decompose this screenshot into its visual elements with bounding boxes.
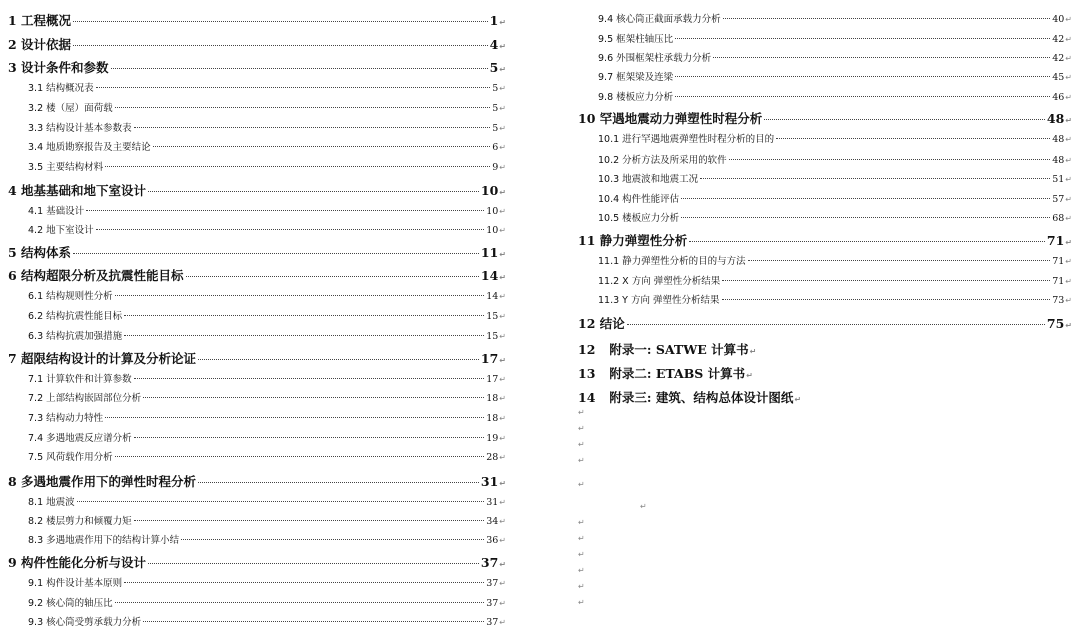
paragraph-mark: ↵: [499, 579, 506, 588]
paragraph-mark: ↵: [499, 332, 506, 341]
toc-leader-dots: [723, 18, 1051, 19]
toc-page-number: 31: [486, 497, 499, 508]
paragraph-mark: ↵: [640, 502, 647, 511]
toc-leader-dots: [713, 57, 1050, 58]
toc-page-number: 34: [486, 516, 499, 527]
paragraph-mark: ↵: [499, 517, 506, 526]
toc-page-number: 71: [1052, 276, 1065, 287]
paragraph-mark: ↵: [499, 188, 506, 197]
toc-section-entry[interactable]: [578, 31, 1072, 45]
toc-leader-dots: [627, 324, 1045, 325]
paragraph-mark: ↵: [499, 104, 506, 113]
toc-leader-dots: [675, 96, 1050, 97]
toc-page-number: 10: [480, 183, 499, 198]
toc-leader-dots: [675, 76, 1050, 77]
paragraph-mark: ↵: [1065, 54, 1072, 63]
paragraph-mark: ↵: [499, 375, 506, 384]
toc-entry-title: 9 构件性能化分析与设计: [8, 555, 147, 570]
paragraph-mark: ↵: [499, 207, 506, 216]
toc-entry-title: 9.1 构件设计基本原则: [28, 578, 123, 589]
toc-page-number: 17: [486, 374, 499, 385]
toc-page-number: 71: [1046, 233, 1065, 248]
toc-leader-dots: [134, 378, 485, 379]
toc-section-entry[interactable]: [8, 532, 506, 546]
toc-chapter-entry[interactable]: [8, 58, 506, 76]
toc-leader-dots: [153, 146, 491, 147]
toc-page-number: 15: [486, 311, 499, 322]
paragraph-mark: ↵: [578, 424, 585, 433]
toc-leader-dots: [73, 21, 488, 22]
toc-page-number: 5: [492, 103, 499, 114]
appendix-number: 13: [578, 366, 596, 381]
toc-page-number: 18: [486, 393, 499, 404]
paragraph-mark: ↵: [499, 536, 506, 545]
toc-leader-dots: [186, 276, 479, 277]
toc-entry-title: 8.1 地震波: [28, 497, 75, 508]
toc-entry-title: 4.1 基础设计: [28, 206, 85, 217]
paragraph-mark: ↵: [794, 395, 802, 404]
toc-section-entry[interactable]: [578, 50, 1072, 64]
toc-section-entry[interactable]: [8, 80, 506, 94]
toc-section-entry[interactable]: [8, 430, 506, 444]
toc-chapter-entry[interactable]: [8, 243, 506, 261]
toc-page-number: 45: [1052, 72, 1065, 83]
toc-leader-dots: [181, 539, 484, 540]
appendix-title: 附录三: 建筑、结构总体设计图纸: [609, 390, 794, 405]
toc-leader-dots: [77, 501, 485, 502]
toc-entry-title: 7.3 结构动力特性: [28, 413, 104, 424]
toc-entry-title: 7.1 计算软件和计算参数: [28, 374, 132, 385]
toc-section-entry[interactable]: [8, 203, 506, 217]
toc-leader-dots: [115, 107, 491, 108]
toc-page-number: 37: [480, 555, 499, 570]
paragraph-mark: ↵: [578, 408, 585, 417]
paragraph-mark: ↵: [1065, 257, 1072, 266]
toc-section-entry[interactable]: [8, 288, 506, 302]
paragraph-mark: ↵: [1065, 195, 1072, 204]
paragraph-mark: ↵: [499, 143, 506, 152]
toc-leader-dots: [776, 138, 1050, 139]
paragraph-mark: ↵: [578, 550, 585, 559]
appendix-entry[interactable]: [578, 388, 801, 406]
toc-page-number: 75: [1046, 316, 1065, 331]
appendix-number: 14: [578, 390, 596, 405]
toc-page-number: 28: [486, 452, 499, 463]
toc-entry-title: 8.3 多遇地震作用下的结构计算小结: [28, 535, 180, 546]
paragraph-mark: ↵: [578, 518, 585, 527]
paragraph-mark: ↵: [499, 250, 506, 259]
toc-page-number: 15: [486, 331, 499, 342]
toc-section-entry[interactable]: [578, 69, 1072, 83]
toc-page-number: 42: [1052, 53, 1065, 64]
toc-entry-title: 9.7 框架梁及连梁: [598, 72, 674, 83]
toc-leader-dots: [700, 178, 1050, 179]
toc-section-entry[interactable]: [8, 449, 506, 463]
toc-page-number: 51: [1052, 174, 1065, 185]
toc-page-number: 10: [486, 206, 499, 217]
paragraph-mark: ↵: [578, 456, 585, 465]
toc-leader-dots: [134, 127, 491, 128]
toc-section-entry[interactable]: [578, 171, 1072, 185]
toc-entry-title: 9.8 楼板应力分析: [598, 92, 674, 103]
toc-entry-title: 10.3 地震波和地震工况: [598, 174, 699, 185]
toc-section-entry[interactable]: [8, 390, 506, 404]
toc-leader-dots: [124, 315, 484, 316]
toc-page-number: 42: [1052, 34, 1065, 45]
toc-entry-title: 11.3 Y 方向 弹塑性分析结果: [598, 295, 720, 306]
toc-chapter-entry[interactable]: [8, 35, 506, 53]
toc-entry-title: 9.5 框架柱轴压比: [598, 34, 674, 45]
toc-page-number: 46: [1052, 92, 1065, 103]
paragraph-mark: ↵: [499, 434, 506, 443]
toc-page-number: 48: [1052, 155, 1065, 166]
paragraph-mark: ↵: [1065, 214, 1072, 223]
toc-chapter-entry[interactable]: [8, 181, 506, 199]
toc-page-number: 68: [1052, 213, 1065, 224]
toc-leader-dots: [86, 210, 484, 211]
appendix-entry[interactable]: [578, 340, 756, 358]
toc-entry-title: 8.2 楼层剪力和倾覆力矩: [28, 516, 132, 527]
toc-section-entry[interactable]: [578, 273, 1072, 287]
toc-leader-dots: [124, 582, 484, 583]
toc-page-number: 10: [486, 225, 499, 236]
toc-section-entry[interactable]: [8, 494, 506, 508]
toc-leader-dots: [198, 359, 479, 360]
toc-page-number: 5: [489, 60, 499, 75]
toc-section-entry[interactable]: [8, 159, 506, 173]
toc-chapter-entry[interactable]: [8, 266, 506, 284]
paragraph-mark: ↵: [578, 440, 585, 449]
toc-section-entry[interactable]: [8, 575, 506, 589]
toc-page-number: 57: [1052, 194, 1065, 205]
paragraph-mark: ↵: [499, 498, 506, 507]
toc-entry-title: 11.2 X 方向 弹塑性分析结果: [598, 276, 721, 287]
toc-entry-title: 12 结论: [578, 316, 625, 331]
toc-section-entry[interactable]: [8, 120, 506, 134]
paragraph-mark: ↵: [499, 618, 506, 627]
toc-section-entry[interactable]: [8, 100, 506, 114]
toc-entry-title: 11.1 静力弹塑性分析的目的与方法: [598, 256, 746, 267]
paragraph-mark: ↵: [499, 163, 506, 172]
paragraph-mark: ↵: [1065, 296, 1072, 305]
toc-entry-title: 9.6 外围框架柱承载力分析: [598, 53, 712, 64]
paragraph-mark: ↵: [499, 124, 506, 133]
paragraph-mark: ↵: [1065, 93, 1072, 102]
toc-chapter-entry[interactable]: [578, 109, 1072, 127]
toc-section-entry[interactable]: [578, 253, 1072, 267]
toc-chapter-entry[interactable]: [8, 11, 506, 29]
toc-leader-dots: [198, 482, 479, 483]
toc-section-entry[interactable]: [578, 131, 1072, 145]
toc-entry-title: 9.3 核心筒受剪承载力分析: [28, 617, 142, 628]
toc-leader-dots: [96, 87, 491, 88]
toc-leader-dots: [115, 295, 485, 296]
toc-leader-dots: [148, 191, 479, 192]
toc-entry-title: 3.4 地质勘察报告及主要结论: [28, 142, 151, 153]
toc-section-entry[interactable]: [578, 89, 1072, 103]
toc-entry-title: 6 结构超限分析及抗震性能目标: [8, 268, 184, 283]
paragraph-mark: ↵: [499, 414, 506, 423]
toc-entry-title: 10 罕遇地震动力弹塑性时程分析: [578, 111, 763, 126]
appendix-title: 附录一: SATWE 计算书: [609, 342, 749, 357]
paragraph-mark: ↵: [578, 566, 585, 575]
toc-leader-dots: [675, 38, 1050, 39]
toc-entry-title: 7.2 上部结构嵌固部位分析: [28, 393, 142, 404]
toc-page-number: 71: [1052, 256, 1065, 267]
toc-page-number: 48: [1046, 111, 1065, 126]
paragraph-mark: ↵: [499, 599, 506, 608]
toc-entry-title: 3.5 主要结构材料: [28, 162, 104, 173]
toc-leader-dots: [764, 119, 1045, 120]
toc-page-number: 37: [486, 617, 499, 628]
paragraph-mark: ↵: [1065, 116, 1072, 125]
toc-section-entry[interactable]: [8, 513, 506, 527]
toc-chapter-entry[interactable]: [8, 472, 506, 490]
toc-page-number: 14: [480, 268, 499, 283]
paragraph-mark: ↵: [1065, 73, 1072, 82]
toc-entry-title: 3.2 楼（屋）面荷载: [28, 103, 113, 114]
paragraph-mark: ↵: [1065, 15, 1072, 24]
toc-page-number: 5: [492, 123, 499, 134]
toc-chapter-entry[interactable]: [8, 553, 506, 571]
paragraph-mark: ↵: [499, 42, 506, 51]
paragraph-mark: ↵: [1065, 156, 1072, 165]
toc-leader-dots: [134, 437, 485, 438]
toc-page-number: 73: [1052, 295, 1065, 306]
toc-page-number: 37: [486, 598, 499, 609]
toc-page-number: 37: [486, 578, 499, 589]
paragraph-mark: ↵: [499, 226, 506, 235]
paragraph-mark: ↵: [499, 292, 506, 301]
toc-section-entry[interactable]: [578, 191, 1072, 205]
toc-page-number: 9: [492, 162, 499, 173]
toc-leader-dots: [689, 241, 1045, 242]
toc-page-number: 4: [489, 37, 499, 52]
toc-section-entry[interactable]: [578, 152, 1072, 166]
toc-chapter-entry[interactable]: [578, 231, 1072, 249]
paragraph-mark: ↵: [749, 347, 757, 356]
toc-entry-title: 8 多遇地震作用下的弹性时程分析: [8, 474, 197, 489]
toc-section-entry[interactable]: [8, 410, 506, 424]
toc-leader-dots: [134, 520, 485, 521]
paragraph-mark: ↵: [499, 18, 506, 27]
toc-entry-title: 7.4 多遇地震反应谱分析: [28, 433, 132, 444]
toc-leader-dots: [748, 260, 1051, 261]
paragraph-mark: ↵: [578, 598, 585, 607]
toc-section-entry[interactable]: [8, 139, 506, 153]
toc-entry-title: 4 地基基础和地下室设计: [8, 183, 147, 198]
toc-leader-dots: [722, 299, 1051, 300]
toc-leader-dots: [96, 229, 485, 230]
paragraph-mark: ↵: [499, 394, 506, 403]
toc-entry-title: 10.1 进行罕遇地震弹塑性时程分析的目的: [598, 134, 775, 145]
toc-section-entry[interactable]: [8, 328, 506, 342]
toc-section-entry[interactable]: [578, 11, 1072, 25]
toc-entry-title: 10.5 楼板应力分析: [598, 213, 680, 224]
toc-entry-title: 5 结构体系: [8, 245, 72, 260]
appendix-title: 附录二: ETABS 计算书: [609, 366, 746, 381]
toc-page-number: 14: [486, 291, 499, 302]
paragraph-mark: ↵: [1065, 35, 1072, 44]
paragraph-mark: ↵: [1065, 321, 1072, 330]
toc-entry-title: 2 设计依据: [8, 37, 72, 52]
toc-page-number: 40: [1052, 14, 1065, 25]
toc-chapter-entry[interactable]: [8, 349, 506, 367]
toc-section-entry[interactable]: [8, 371, 506, 385]
toc-entry-title: 10.4 构件性能评估: [598, 194, 680, 205]
toc-leader-dots: [143, 621, 484, 622]
paragraph-mark: ↵: [1065, 277, 1072, 286]
paragraph-mark: ↵: [499, 560, 506, 569]
toc-entry-title: 7 超限结构设计的计算及分析论证: [8, 351, 197, 366]
toc-leader-dots: [105, 417, 484, 418]
toc-leader-dots: [124, 335, 484, 336]
toc-page-number: 18: [486, 413, 499, 424]
toc-leader-dots: [115, 456, 485, 457]
toc-page-number: 19: [486, 433, 499, 444]
paragraph-mark: ↵: [499, 453, 506, 462]
toc-leader-dots: [105, 166, 490, 167]
paragraph-mark: ↵: [499, 356, 506, 365]
toc-page-number: 5: [492, 83, 499, 94]
toc-leader-dots: [115, 602, 485, 603]
paragraph-mark: ↵: [578, 534, 585, 543]
toc-entry-title: 9.4 核心筒正截面承载力分析: [598, 14, 721, 25]
toc-entry-title: 1 工程概况: [8, 13, 72, 28]
paragraph-mark: ↵: [499, 273, 506, 282]
toc-page-number: 1: [489, 13, 499, 28]
toc-entry-title: 3.3 结构设计基本参数表: [28, 123, 132, 134]
toc-entry-title: 6.1 结构规则性分析: [28, 291, 113, 302]
toc-entry-title: 10.2 分析方法及所采用的软件: [598, 155, 727, 166]
toc-entry-title: 4.2 地下室设计: [28, 225, 94, 236]
toc-section-entry[interactable]: [578, 210, 1072, 224]
toc-leader-dots: [73, 253, 479, 254]
toc-entry-title: 6.3 结构抗震加强措施: [28, 331, 123, 342]
toc-leader-dots: [722, 280, 1050, 281]
toc-leader-dots: [148, 563, 479, 564]
toc-page-number: 17: [480, 351, 499, 366]
toc-leader-dots: [73, 45, 488, 46]
paragraph-mark: ↵: [578, 480, 585, 489]
toc-page-number: 11: [480, 245, 499, 260]
paragraph-mark: ↵: [1065, 135, 1072, 144]
toc-leader-dots: [111, 68, 488, 69]
toc-entry-title: 11 静力弹塑性分析: [578, 233, 688, 248]
toc-chapter-entry[interactable]: [578, 314, 1072, 332]
toc-leader-dots: [681, 217, 1050, 218]
toc-entry-title: 3 设计条件和参数: [8, 60, 109, 75]
appendix-number: 12: [578, 342, 596, 357]
toc-section-entry[interactable]: [8, 595, 506, 609]
toc-page-number: 31: [480, 474, 499, 489]
toc-page-number: 48: [1052, 134, 1065, 145]
paragraph-mark: ↵: [578, 582, 585, 591]
paragraph-mark: ↵: [1065, 175, 1072, 184]
toc-section-entry[interactable]: [578, 292, 1072, 306]
paragraph-mark: ↵: [746, 371, 753, 380]
toc-leader-dots: [143, 397, 484, 398]
toc-entry-title: 3.1 结构概况表: [28, 83, 94, 94]
toc-entry-title: 6.2 结构抗震性能目标: [28, 311, 123, 322]
paragraph-mark: ↵: [499, 479, 506, 488]
toc-section-entry[interactable]: [8, 308, 506, 322]
toc-leader-dots: [729, 159, 1051, 160]
toc-section-entry[interactable]: [8, 614, 506, 628]
paragraph-mark: ↵: [499, 84, 506, 93]
toc-entry-title: 9.2 核心筒的轴压比: [28, 598, 113, 609]
appendix-entry[interactable]: [578, 364, 753, 382]
toc-entry-title: 7.5 风荷载作用分析: [28, 452, 113, 463]
paragraph-mark: ↵: [499, 65, 506, 74]
toc-page-number: 36: [486, 535, 499, 546]
paragraph-mark: ↵: [499, 312, 506, 321]
toc-page-number: 6: [492, 142, 499, 153]
toc-section-entry[interactable]: [8, 222, 506, 236]
toc-leader-dots: [681, 198, 1050, 199]
paragraph-mark: ↵: [1065, 238, 1072, 247]
